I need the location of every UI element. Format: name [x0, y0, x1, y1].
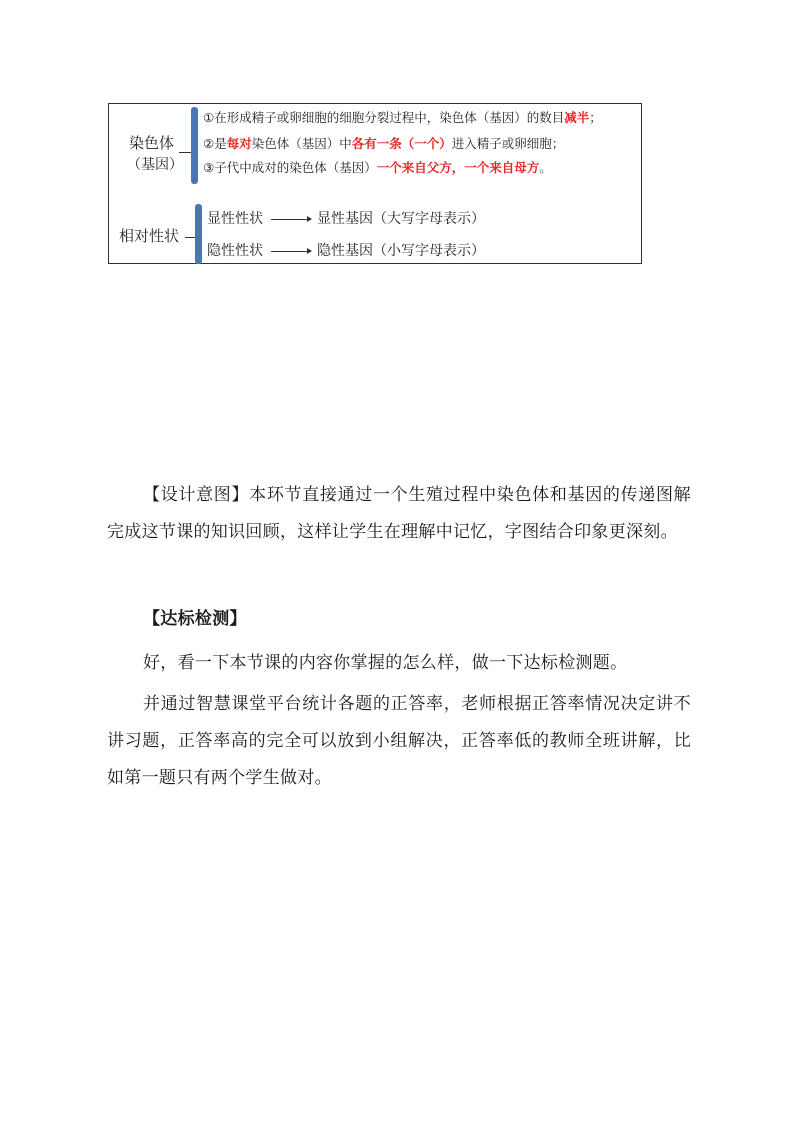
arrow-icon: [271, 219, 311, 220]
arrow-icon: [271, 251, 311, 252]
highlight-text: 每对: [226, 136, 252, 151]
line-text: ①在形成精子或卵细胞的细胞分裂过程中，染色体（基因）的数目: [203, 110, 565, 125]
section-heading: 【达标检测】: [143, 609, 247, 629]
dominant-trait-row: [207, 212, 485, 226]
chromosome-connector: [179, 152, 191, 153]
line-text: ；: [589, 110, 602, 125]
chromosome-label: 染色体: [129, 134, 175, 152]
line-text: 染色体（基因）中: [251, 136, 352, 151]
paragraph-1: 好，看一下本节课的内容你掌握的怎么样，做一下达标检测题。: [143, 653, 628, 673]
line-text: 。: [539, 160, 552, 175]
trait-bracket: [195, 204, 202, 264]
paragraph-2: 并通过智慧课堂平台统计各题的正答率，老师根据正答率情况决定讲不讲习题，正答率高的完全可以放到小组解决，正答率低的教师全班讲解，比如第一题只有两个学生做对。: [107, 694, 691, 788]
chromosome-point-3: [203, 162, 552, 175]
trait-connector: [185, 237, 195, 238]
recessive-trait-row: [207, 244, 485, 258]
design-intent-paragraph: 【设计意图】本环节直接通过一个生殖过程中染色体和基因的传递图解完成这节课的知识回顾，这样让学生在理解中记忆，字图结合印象更深刻。: [107, 485, 691, 542]
highlight-text: 一个来自父方，一个来自母方: [376, 160, 540, 175]
gene-label: （基因）: [127, 157, 183, 173]
line-text: ③子代中成对的染色体（基因）: [203, 160, 377, 175]
chromosome-bracket: [191, 107, 198, 184]
line-text: ②是: [203, 136, 227, 151]
dominant-trait: 显性性状: [207, 211, 263, 227]
dominant-gene: 显性基因（大写字母表示）: [317, 211, 485, 227]
recessive-trait: 隐性性状: [207, 243, 263, 259]
recessive-gene: 隐性基因（小写字母表示）: [317, 243, 485, 259]
line-text: 进入精子或卵细胞；: [451, 136, 565, 151]
highlight-text: 各有一条（一个）: [351, 136, 452, 151]
highlight-text: 减半: [564, 110, 590, 125]
chromosome-point-2: [203, 138, 564, 151]
relative-trait-label: 相对性状: [119, 227, 180, 245]
chromosome-point-1: [203, 112, 602, 125]
genetics-diagram: [108, 103, 642, 264]
